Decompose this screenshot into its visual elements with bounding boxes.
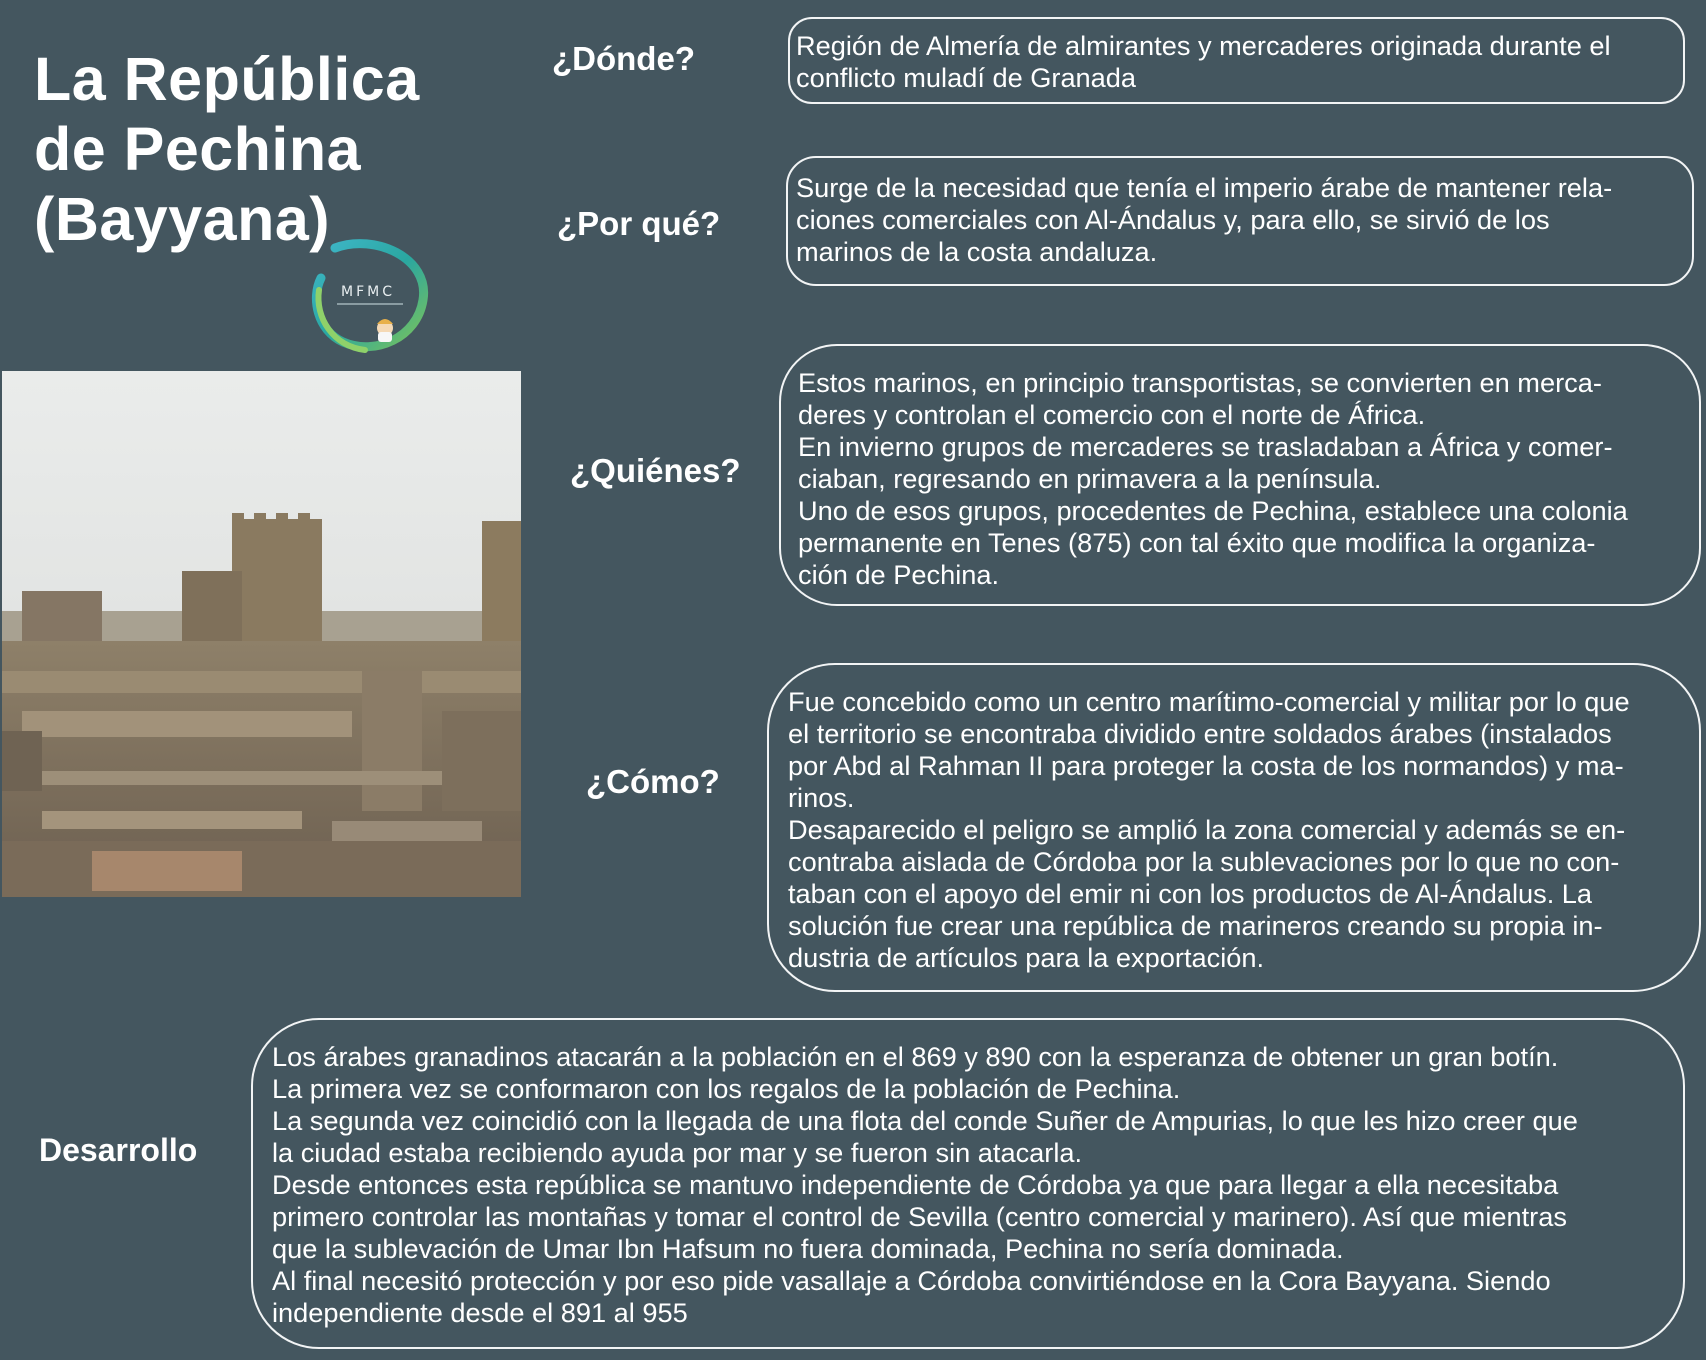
answer-box-porque: Surge de la necesidad que tenía el imperio árabe de mantener rela- ciones comerciales con Al-Ándalus y, para ello, se sirvió de los marinos de la costa andaluza. [786,156,1694,286]
question-quienes: ¿Quiénes? [570,452,741,489]
question-donde: ¿Dónde? [552,40,695,77]
question-como: ¿Cómo? [586,763,720,800]
logo-text: MFMC [341,284,395,300]
section-label-desarrollo: Desarrollo [39,1132,198,1168]
question-porque: ¿Por qué? [557,205,721,242]
answer-box-donde: Región de Almería de almirantes y mercaderes originada durante el conflicto muladí de Granada [788,17,1685,104]
mfmc-logo-icon [305,238,435,358]
answer-box-desarrollo: Los árabes granadinos atacarán a la población en el 869 y 890 con la esperanza de obtener un gran botín. La primera vez se conformaron con los regalos de la población de Pechina. La segunda vez coincidió con la llegada de una flota del conde Suñer de Ampurias, lo que les hizo creer que la ciudad estaba recibiendo ayuda por mar y se fueron sin atacarla. Desde entonces esta república se mantuvo independiente de Córdoba ya que para llegar a ella necesitaba primero controlar las montañas y tomar el control de Sevilla (centro comercial y marinero). Así que mientras que la sublevación de Umar Ibn Hafsum no fuera dominada, Pechina no sería dominada. Al final necesitó protección y por eso pide vasallaje a Córdoba convirtiéndose en la Cora Bayyana. Siendo independiente desde el 891 al 955 [251,1018,1685,1349]
castle-ruins-photo [2,371,521,897]
page-title: La República de Pechina (Bayyana) [34,45,420,253]
answer-box-quienes: Estos marinos, en principio transportistas, se convierten en merca- deres y controlan el comercio con el norte de África. En invierno grupos de mercaderes se trasladaban a África y comer- ciaban, regresando en primavera a la península. Uno de esos grupos, procedentes de Pechina, establece una colonia permanente en Tenes (875) con tal éxito que modifica la organiza- ción de Pechina. [779,344,1701,606]
answer-box-como: Fue concebido como un centro marítimo-comercial y militar por lo que el territorio se encontraba dividido entre soldados árabes (instalados por Abd al Rahman II para proteger la costa de los normandos) y ma- rinos. Desaparecido el peligro se amplió la zona comercial y además se en- contraba aislada de Córdoba por la sublevaciones por lo que no con- taban con el apoyo del emir ni con los productos de Al-Ándalus. La solución fue crear una república de marineros creando su propia in- dustria de artículos para la exportación. [767,663,1701,992]
